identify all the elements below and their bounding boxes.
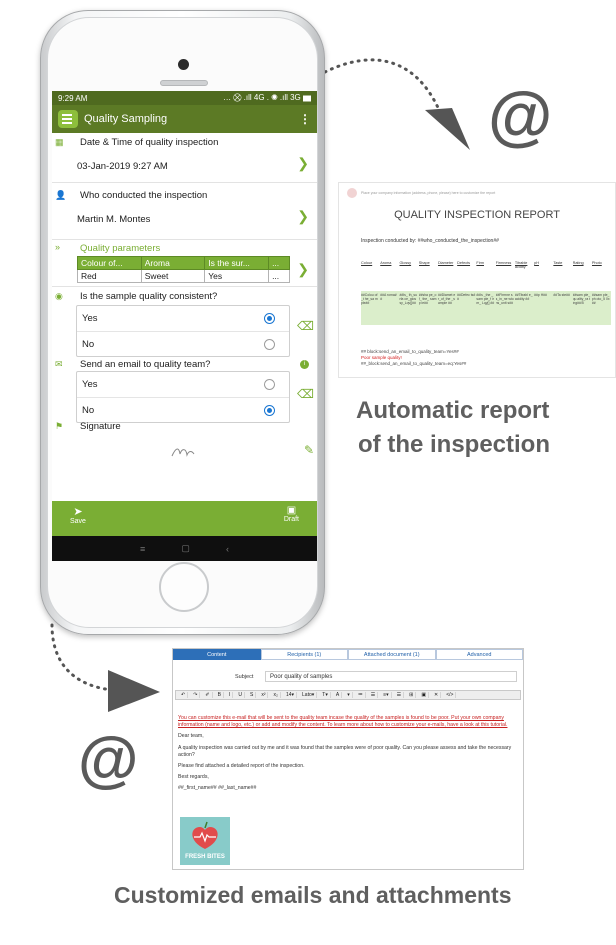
report-column-header: Firmness [495, 261, 512, 265]
table-row[interactable] [78, 270, 290, 283]
report-cell: ##Colou of_t he_sa mple## [361, 293, 378, 306]
radio-selected[interactable] [264, 313, 275, 324]
envelope-icon: ✉ [55, 359, 63, 369]
option-no[interactable] [77, 331, 289, 356]
eraser-icon[interactable]: ⌫ [297, 387, 314, 401]
menu-nav-icon[interactable]: ≡ [140, 543, 146, 554]
option-label: Yes [82, 313, 98, 324]
signature-field[interactable] [52, 421, 317, 481]
report-cell: ##p H## [534, 293, 547, 297]
report-footer [361, 349, 466, 367]
info-icon[interactable]: i [300, 360, 309, 369]
table-cell: Yes [205, 270, 269, 283]
toolbar-button[interactable]: I [227, 692, 233, 698]
tab-attached-document[interactable]: Attached document (1) [348, 649, 436, 660]
app-logo-icon[interactable] [58, 110, 78, 128]
send-icon: ➤ [73, 506, 83, 518]
report-caption [356, 394, 550, 462]
table-header: Colour of... [78, 257, 142, 270]
inspection-report-preview [338, 182, 616, 378]
floppy-icon: ▣ [286, 505, 297, 516]
signature-label: Signature [80, 421, 121, 432]
chevron-right-icon[interactable]: ❯ [297, 208, 309, 224]
toolbar-button[interactable]: ▣ [419, 692, 429, 698]
report-cell: ##Ta ste## [553, 293, 570, 297]
report-columns [361, 261, 611, 269]
draft-label: Draft [283, 516, 299, 523]
phone-device [40, 10, 325, 635]
toolbar-button[interactable]: ▾ [345, 692, 353, 698]
report-column-header: Diameter [437, 261, 454, 265]
tab-recipients[interactable]: Recipients (1) [261, 649, 349, 660]
toolbar-button[interactable]: U [236, 692, 245, 698]
report-cell: ##Firmne ss_in_ne wtons_unit s## [495, 293, 514, 306]
option-yes[interactable] [77, 306, 289, 331]
app-bar [52, 105, 317, 133]
report-footer-line: Poor sample quality! [361, 355, 402, 360]
arrow-head-icon [108, 670, 160, 712]
report-column-header: Rating [572, 261, 584, 265]
signature-drawing [170, 445, 196, 459]
app-title: Quality Sampling [84, 113, 168, 125]
quality-params-table[interactable] [77, 256, 290, 283]
toolbar-button[interactable]: A [334, 692, 342, 698]
report-cell: ##Diamet er_of_the _sample ## [437, 293, 456, 306]
email-body-text: A quality inspection was carried out by me and it was found that the samples were of poor quality. Can you please assess and take the necessary action? [178, 744, 512, 758]
radio-unselected[interactable] [264, 379, 275, 390]
datetime-value: 03-Jan-2019 9:27 AM [77, 161, 168, 172]
email-signature: ##_first_name## ##_last_name## [178, 785, 257, 792]
report-column-header: Titrable acidity [514, 261, 528, 269]
toolbar-button[interactable]: Lato▾ [300, 692, 317, 698]
consistent-options [76, 305, 290, 357]
datetime-label: Date & Time of quality inspection [80, 137, 219, 148]
toolbar-button[interactable]: </> [444, 692, 456, 698]
fresh-bites-logo [180, 817, 230, 865]
editor-toolbar [175, 690, 521, 700]
pen-icon[interactable]: ✎ [303, 443, 314, 457]
toolbar-button[interactable]: ☰ [395, 692, 404, 698]
save-label: Save [70, 518, 86, 525]
toolbar-button[interactable]: ✕ [432, 692, 441, 698]
email-editor [172, 648, 524, 870]
toolbar-button[interactable]: x² [259, 692, 268, 698]
flag-icon: ⚑ [55, 421, 64, 431]
report-cells [361, 291, 611, 325]
status-time: 9:29 AM [58, 93, 88, 103]
apple-heart-icon [180, 819, 230, 855]
report-conducted-by: Inspection conducted by: ##who_conducted_the_inspection## [361, 238, 499, 244]
status-bar [52, 91, 317, 105]
option-no[interactable] [77, 397, 289, 422]
report-cell: ##Titrabl e_acidity ## [514, 293, 533, 302]
person-icon: 👤 [55, 190, 67, 200]
subject-input[interactable]: Poor quality of samples [265, 671, 517, 682]
consistent-field [52, 287, 317, 359]
back-nav-icon[interactable]: ‹ [225, 543, 229, 554]
inspector-label: Who conducted the inspection [80, 190, 208, 201]
email-team-field [52, 359, 317, 421]
at-symbol-top: @ [488, 78, 553, 152]
report-cell: ##sam ple_qu ality_ra ting##/5 [572, 293, 591, 306]
report-column-header: Colour [361, 261, 373, 265]
save-button[interactable] [70, 505, 86, 525]
email-greeting: Dear team, [178, 733, 204, 740]
chevron-double-down-icon: » [55, 242, 61, 252]
report-cell: ##Is_ th_surfa ce_glos sy_Lqv[]## [399, 293, 417, 306]
option-label: No [82, 339, 95, 350]
form-content [52, 133, 317, 481]
report-cell: ##Is _the _sam ple_f irm_ Lqy[] ## [476, 293, 495, 306]
quality-params-label: Quality parameters [80, 243, 161, 254]
email-team-label: Send an email to quality team? [80, 359, 211, 370]
datetime-field[interactable] [52, 133, 317, 183]
table-cell: Red [78, 270, 142, 283]
report-cell: ##sha pe_of_ the_ samp le## [418, 293, 437, 306]
arrow-head-icon [425, 108, 470, 150]
toolbar-button[interactable]: ↶ [179, 692, 188, 698]
phone-screen [52, 91, 317, 561]
quality-params-field[interactable] [52, 240, 317, 287]
chevron-right-icon[interactable]: ❯ [297, 155, 309, 171]
report-cell: ##Defec ts## [457, 293, 476, 302]
report-column-header: Defects [457, 261, 471, 265]
logo-text: FRESH BITES [185, 854, 225, 860]
bottom-action-bar [52, 501, 317, 536]
toolbar-button[interactable]: ⊞ [407, 692, 416, 698]
email-intro: You can customize this e-mail that will be sent to the quality team incase the quality of the samples is found to be poor. Put your own company information (name and logo, etc.) or add and modify the content. To learn more about how to customize your e-mails, have a look at this tutorial. [178, 715, 508, 729]
inspector-field[interactable] [52, 183, 317, 240]
home-button[interactable] [159, 562, 209, 612]
toolbar-button[interactable]: ≡▾ [381, 692, 391, 698]
tab-advanced[interactable]: Advanced [436, 649, 524, 660]
home-nav-icon[interactable]: ▢ [181, 543, 190, 553]
subject-row [173, 671, 523, 683]
emails-caption: Customized emails and attachments [114, 882, 512, 908]
android-nav-bar [52, 536, 317, 561]
chevron-right-icon[interactable]: ❯ [297, 261, 309, 277]
email-body[interactable] [178, 715, 520, 797]
option-label: No [82, 405, 95, 416]
eye-icon: ◉ [55, 291, 63, 301]
kebab-menu-icon[interactable]: ⋮ [299, 112, 311, 126]
toolbar-button[interactable]: T▾ [320, 692, 331, 698]
subject-label: Subject [235, 674, 254, 680]
report-column-header: Aroma [380, 261, 392, 265]
draft-button[interactable] [284, 505, 299, 523]
table-cell: Sweet [141, 270, 205, 283]
report-caption-line: of the inspection [358, 431, 550, 458]
toolbar-button[interactable]: ☰ [369, 692, 378, 698]
option-label: Yes [82, 379, 98, 390]
camera-icon [178, 59, 189, 70]
report-footer-line: ## block:send_an_email_to_quality_team=Yes## [361, 349, 459, 354]
table-header: Aroma [141, 257, 205, 270]
report-footer-line: ##_block:send_an_email_to_quality_team=eq:Yes## [361, 361, 467, 366]
eraser-icon[interactable]: ⌫ [297, 319, 314, 333]
option-yes[interactable] [77, 372, 289, 397]
report-logo-icon [347, 188, 357, 198]
radio-unselected[interactable] [264, 339, 275, 350]
report-column-header: Photo [591, 261, 602, 265]
report-caption-line: Automatic report [356, 397, 550, 424]
report-title: QUALITY INSPECTION REPORT [394, 209, 560, 221]
toolbar-button[interactable]: x₂ [271, 692, 280, 698]
at-symbol-bottom: @ [78, 725, 139, 794]
inspector-value: Martin M. Montes [77, 214, 151, 225]
consistent-label: Is the sample quality consistent? [80, 291, 218, 302]
report-cell: ##sam ple_ph oto_5 0x## [591, 293, 610, 306]
calendar-icon: ▦ [55, 137, 64, 147]
toolbar-button[interactable]: B [216, 692, 224, 698]
toolbar-button[interactable]: ✐ [203, 692, 212, 698]
table-cell: ... [269, 270, 290, 283]
table-header: Is the sur... [205, 257, 269, 270]
report-column-header: Shape [418, 261, 430, 265]
table-header: ... [269, 257, 290, 270]
radio-selected[interactable] [264, 405, 275, 416]
report-column-header: pH [534, 261, 539, 265]
report-header-note: Place your company information (address, phone, please) here to customize the report [361, 191, 496, 195]
speaker-grille [160, 80, 208, 86]
report-cell: ##A roma## [380, 293, 397, 302]
toolbar-button[interactable]: ≔ [356, 692, 366, 698]
toolbar-button[interactable]: ↷ [191, 692, 200, 698]
email-body-text: Please find attached a detailed report of the inspection. [178, 763, 305, 770]
email-team-options [76, 371, 290, 423]
email-tabs [173, 649, 523, 660]
toolbar-button[interactable]: S [248, 692, 256, 698]
report-column-header: Glossy [399, 261, 412, 265]
tab-content[interactable]: Content [173, 649, 261, 660]
status-indicators: … ⛒ .ıll 4G . ◉ .ıll 3G ▆ [223, 93, 311, 102]
report-column-header: Taste [553, 261, 563, 265]
toolbar-button[interactable]: 14▾ [284, 692, 297, 698]
email-closing: Best regards, [178, 774, 209, 781]
report-column-header: Firm [476, 261, 484, 265]
